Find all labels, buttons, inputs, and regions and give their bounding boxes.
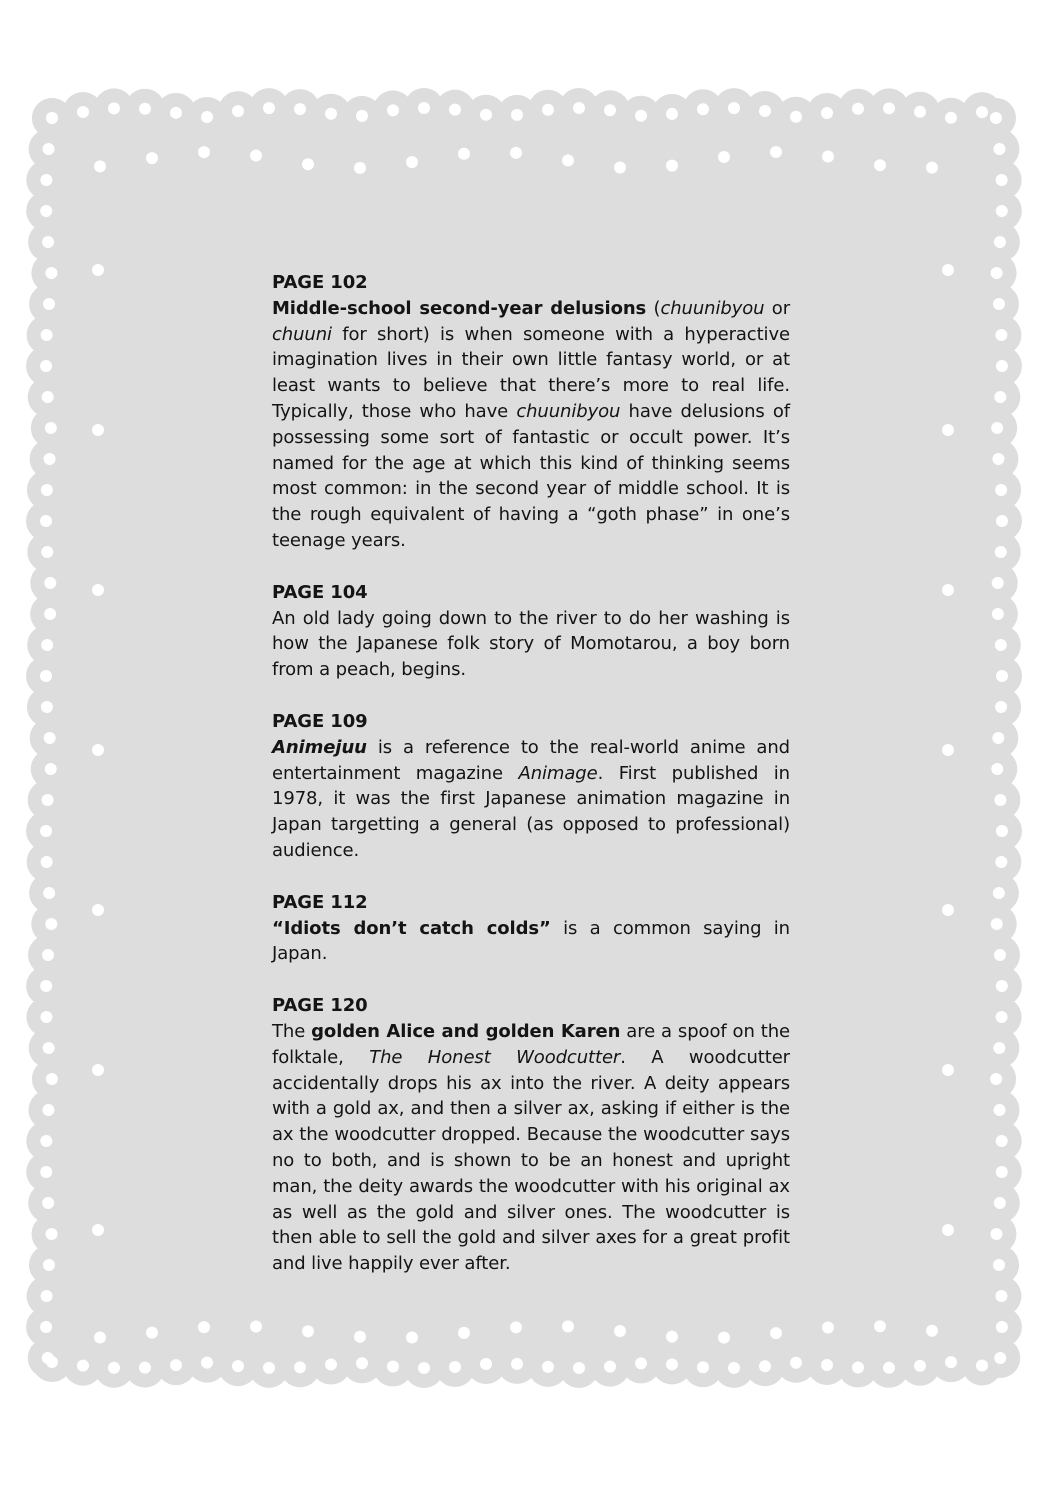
frame-eyelet <box>790 111 802 123</box>
frame-eyelet <box>387 1361 399 1373</box>
frame-eyelet <box>45 422 57 434</box>
frame-eyelet <box>418 102 430 114</box>
frame-eyelet <box>666 1358 678 1370</box>
frame-eyelet <box>942 264 954 276</box>
frame-eyelet <box>995 639 1007 651</box>
frame-eyelet <box>41 856 53 868</box>
frame-eyelet <box>40 515 52 527</box>
frame-eyelet <box>573 102 585 114</box>
frame-eyelet <box>44 453 56 465</box>
frame-eyelet <box>697 1361 709 1373</box>
frame-eyelet <box>994 1352 1006 1364</box>
frame-eyelet <box>993 1259 1005 1271</box>
frame-eyelet <box>996 1011 1008 1023</box>
frame-eyelet <box>250 1320 262 1332</box>
note-text-run: An old lady going down to the river to do her washing is how the Japanese folk story of Momotarou, a boy born from a peach, begins. <box>272 607 790 681</box>
frame-eyelet <box>198 146 210 158</box>
frame-eyelet <box>108 102 120 114</box>
frame-eyelet <box>92 264 104 276</box>
frame-eyelet <box>573 1362 585 1374</box>
frame-eyelet <box>511 109 523 121</box>
note-page-112 <box>272 890 790 967</box>
frame-eyelet <box>666 108 678 120</box>
frame-eyelet <box>990 1073 1002 1085</box>
frame-eyelet <box>562 1320 574 1332</box>
note-heading: PAGE 112 <box>272 891 368 913</box>
frame-eyelet <box>44 608 56 620</box>
frame-eyelet <box>41 546 53 558</box>
frame-eyelet <box>42 391 54 403</box>
frame-eyelet <box>759 105 771 117</box>
frame-eyelet <box>995 546 1007 558</box>
frame-eyelet <box>42 1104 54 1116</box>
note-text-run: ( <box>646 297 661 319</box>
frame-eyelet <box>40 360 52 372</box>
frame-eyelet <box>92 424 104 436</box>
frame-eyelet <box>994 1197 1006 1209</box>
frame-eyelet <box>614 1325 626 1337</box>
note-page-109 <box>272 709 790 864</box>
frame-eyelet <box>992 577 1004 589</box>
frame-eyelet <box>458 1327 470 1339</box>
note-body <box>272 1019 790 1277</box>
note-text-run: . A woodcutter accidentally drops his ax into the river. A deity appears with a gold ax, and then a silver ax, asking if either is the ax the woodcutter dropped. Because the woodcutter says no to both, and is shown to be an honest and upright man, the deity awards the woodcutter with his original ax as well as the gold and silver ones. The woodcutter is then able to sell the gold and silver axes for a great profit and live happily ever after. <box>272 1046 790 1275</box>
frame-eyelet <box>45 267 57 279</box>
frame-eyelet <box>40 174 52 186</box>
note-body <box>272 916 790 968</box>
frame-eyelet <box>996 360 1008 372</box>
frame-eyelet <box>510 1321 522 1333</box>
frame-eyelet <box>926 1325 938 1337</box>
frame-eyelet <box>770 1327 782 1339</box>
frame-eyelet <box>42 1197 54 1209</box>
frame-eyelet <box>146 152 158 164</box>
frame-eyelet <box>43 1259 55 1271</box>
note-text-run: is a common saying in Japan. <box>272 917 790 965</box>
frame-eyelet <box>458 148 470 160</box>
frame-eyelet <box>46 1073 58 1085</box>
frame-eyelet <box>697 103 709 115</box>
note-body <box>272 735 790 864</box>
frame-eyelet <box>604 1361 616 1373</box>
note-text-run: for short) is when someone with a hyperactive imagination lives in their own little fantasy world, or at least wants to believe that there’s more to real life. Typically, those who have <box>272 323 790 422</box>
frame-eyelet <box>942 424 954 436</box>
note-text-run: Middle-school second-year delusions <box>272 297 647 319</box>
frame-eyelet <box>994 1104 1006 1116</box>
note-heading: PAGE 120 <box>272 995 368 1017</box>
note-heading: PAGE 102 <box>272 272 368 293</box>
frame-eyelet <box>302 1325 314 1337</box>
note-text-run: Animejuu <box>272 736 367 758</box>
frame-eyelet <box>325 1359 337 1371</box>
frame-eyelet <box>914 106 926 118</box>
frame-eyelet <box>480 109 492 121</box>
frame-eyelet <box>926 162 938 174</box>
frame-eyelet <box>263 1362 275 1374</box>
frame-eyelet <box>40 205 52 217</box>
frame-eyelet <box>40 1011 52 1023</box>
frame-eyelet <box>40 980 52 992</box>
frame-eyelet <box>994 949 1006 961</box>
notes-text-block <box>272 270 790 1303</box>
frame-eyelet <box>990 1228 1002 1240</box>
note-page-120 <box>272 993 790 1277</box>
frame-eyelet <box>945 112 957 124</box>
frame-eyelet <box>822 151 834 163</box>
frame-eyelet <box>92 1064 104 1076</box>
frame-eyelet <box>302 158 314 170</box>
frame-eyelet <box>263 102 275 114</box>
frame-eyelet <box>883 102 895 114</box>
frame-eyelet <box>41 701 53 713</box>
frame-eyelet <box>232 105 244 117</box>
frame-eyelet <box>942 1224 954 1236</box>
frame-eyelet <box>43 887 55 899</box>
frame-eyelet <box>542 104 554 116</box>
frame-eyelet <box>718 1332 730 1344</box>
frame-eyelet <box>995 701 1007 713</box>
frame-eyelet <box>406 156 418 168</box>
frame-eyelet <box>728 102 740 114</box>
frame-eyelet <box>994 794 1006 806</box>
note-page-104 <box>272 580 790 683</box>
frame-eyelet <box>992 732 1004 744</box>
frame-eyelet <box>250 150 262 162</box>
frame-eyelet <box>996 825 1008 837</box>
note-text-run: chuunibyou <box>516 400 621 422</box>
frame-eyelet <box>614 161 626 173</box>
frame-eyelet <box>43 298 55 310</box>
frame-eyelet <box>406 1332 418 1344</box>
note-body <box>272 606 790 683</box>
frame-eyelet <box>852 103 864 115</box>
frame-eyelet <box>170 107 182 119</box>
frame-eyelet <box>976 106 988 118</box>
note-text-run: or <box>764 297 790 319</box>
frame-eyelet <box>139 1362 151 1374</box>
frame-eyelet <box>201 1357 213 1369</box>
note-text-run: . First published in 1978, it was the first Japanese animation magazine in Japan targetting a general (as opposed to professional) audience. <box>272 762 790 861</box>
frame-eyelet <box>976 1360 988 1372</box>
note-text-run: chuuni <box>272 323 332 345</box>
note-text-run: is a reference to the real-world anime and entertainment magazine <box>272 736 790 784</box>
frame-eyelet <box>232 1360 244 1372</box>
frame-eyelet <box>198 1321 210 1333</box>
frame-eyelet <box>40 825 52 837</box>
frame-eyelet <box>46 112 58 124</box>
frame-eyelet <box>449 1361 461 1373</box>
frame-eyelet <box>991 267 1003 279</box>
frame-eyelet <box>45 918 57 930</box>
frame-eyelet <box>354 162 366 174</box>
frame-eyelet <box>46 1228 58 1240</box>
frame-eyelet <box>852 1362 864 1374</box>
frame-eyelet <box>449 104 461 116</box>
frame-eyelet <box>996 205 1008 217</box>
frame-eyelet <box>92 904 104 916</box>
frame-eyelet <box>94 160 106 172</box>
frame-eyelet <box>942 1064 954 1076</box>
frame-eyelet <box>991 763 1003 775</box>
frame-eyelet <box>666 1331 678 1343</box>
frame-eyelet <box>356 1357 368 1369</box>
frame-eyelet <box>822 1321 834 1333</box>
frame-eyelet <box>666 160 678 172</box>
frame-eyelet <box>991 918 1003 930</box>
frame-eyelet <box>874 159 886 171</box>
frame-eyelet <box>170 1359 182 1371</box>
note-text-run: The Honest Woodcutter <box>369 1046 621 1068</box>
frame-eyelet <box>45 763 57 775</box>
frame-eyelet <box>996 670 1008 682</box>
note-text-run: have delusions of possessing some sort of fantastic or occult power. It’s named for the age at which this kind of thinking seems most common: in the second year of middle school. It is the rough equivalent of having a “goth phase” in one’s teenage years. <box>272 400 790 551</box>
frame-eyelet <box>139 103 151 115</box>
frame-eyelet <box>511 1358 523 1370</box>
frame-eyelet <box>41 1290 53 1302</box>
frame-eyelet <box>542 1361 554 1373</box>
frame-eyelet <box>993 298 1005 310</box>
note-text-run: golden Alice and golden Karen <box>311 1020 621 1042</box>
frame-eyelet <box>44 577 56 589</box>
frame-eyelet <box>992 608 1004 620</box>
frame-eyelet <box>728 1362 740 1374</box>
note-body <box>272 296 790 554</box>
frame-eyelet <box>635 1357 647 1369</box>
frame-eyelet <box>201 111 213 123</box>
frame-eyelet <box>40 1321 52 1333</box>
frame-eyelet <box>994 391 1006 403</box>
frame-eyelet <box>942 744 954 756</box>
frame-eyelet <box>480 1358 492 1370</box>
frame-eyelet <box>41 329 53 341</box>
frame-eyelet <box>996 174 1008 186</box>
note-text-run: The <box>272 1020 312 1042</box>
frame-eyelet <box>40 1166 52 1178</box>
frame-eyelet <box>562 154 574 166</box>
frame-eyelet <box>993 143 1005 155</box>
frame-eyelet <box>42 794 54 806</box>
frame-eyelet <box>914 1360 926 1372</box>
frame-eyelet <box>294 103 306 115</box>
frame-eyelet <box>942 904 954 916</box>
frame-eyelet <box>294 1361 306 1373</box>
frame-eyelet <box>325 108 337 120</box>
frame-eyelet <box>718 151 730 163</box>
frame-eyelet <box>996 1166 1008 1178</box>
frame-eyelet <box>108 1362 120 1374</box>
frame-eyelet <box>996 980 1008 992</box>
frame-eyelet <box>94 1331 106 1343</box>
frame-eyelet <box>41 639 53 651</box>
frame-eyelet <box>821 1359 833 1371</box>
frame-eyelet <box>42 1352 54 1364</box>
note-heading: PAGE 104 <box>272 581 368 603</box>
note-text-run: chuunibyou <box>660 297 765 319</box>
frame-eyelet <box>604 104 616 116</box>
frame-eyelet <box>387 104 399 116</box>
frame-eyelet <box>790 1357 802 1369</box>
frame-eyelet <box>40 1135 52 1147</box>
frame-eyelet <box>995 1290 1007 1302</box>
frame-eyelet <box>945 1356 957 1368</box>
frame-eyelet <box>418 1362 430 1374</box>
frame-eyelet <box>77 106 89 118</box>
note-page-102 <box>272 270 790 554</box>
frame-eyelet <box>995 856 1007 868</box>
frame-eyelet <box>993 887 1005 899</box>
frame-eyelet <box>43 1042 55 1054</box>
note-text-run: “Idiots don’t catch colds” <box>272 917 551 939</box>
frame-eyelet <box>42 236 54 248</box>
frame-eyelet <box>43 143 55 155</box>
frame-eyelet <box>883 1362 895 1374</box>
frame-eyelet <box>942 584 954 596</box>
frame-eyelet <box>874 1320 886 1332</box>
frame-eyelet <box>995 329 1007 341</box>
frame-eyelet <box>996 515 1008 527</box>
frame-eyelet <box>77 1360 89 1372</box>
frame-eyelet <box>996 1135 1008 1147</box>
frame-eyelet <box>510 147 522 159</box>
frame-eyelet <box>92 744 104 756</box>
frame-eyelet <box>92 1224 104 1236</box>
frame-eyelet <box>44 732 56 744</box>
frame-eyelet <box>146 1327 158 1339</box>
frame-eyelet <box>990 112 1002 124</box>
frame-eyelet <box>991 422 1003 434</box>
frame-eyelet <box>996 1321 1008 1333</box>
frame-eyelet <box>770 146 782 158</box>
frame-eyelet <box>995 484 1007 496</box>
frame-eyelet <box>821 107 833 119</box>
frame-eyelet <box>92 584 104 596</box>
frame-eyelet <box>42 949 54 961</box>
frame-eyelet <box>356 110 368 122</box>
frame-eyelet <box>993 1042 1005 1054</box>
frame-eyelet <box>40 670 52 682</box>
frame-eyelet <box>994 236 1006 248</box>
frame-eyelet <box>635 110 647 122</box>
frame-eyelet <box>759 1360 771 1372</box>
frame-eyelet <box>41 484 53 496</box>
frame-eyelet <box>354 1331 366 1343</box>
note-heading: PAGE 109 <box>272 710 368 732</box>
frame-eyelet <box>992 453 1004 465</box>
note-text-run: are a spoof on the folktale, <box>272 1020 790 1068</box>
note-text-run: Animage <box>518 762 598 784</box>
